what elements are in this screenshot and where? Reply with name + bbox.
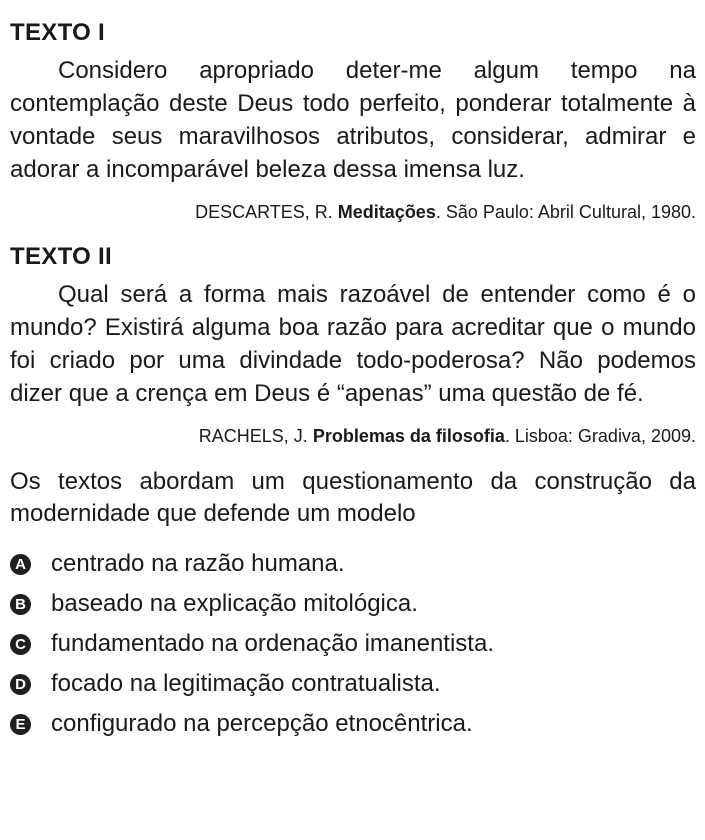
- texto2-source: [10, 424, 696, 448]
- option-b-letter-badge: B: [10, 594, 31, 615]
- texto2-source-author: RACHELS, J.: [198, 426, 313, 446]
- option-d[interactable]: [10, 664, 696, 704]
- texto1-heading: TEXTO I: [10, 19, 106, 46]
- texto2-source-publisher: . Lisboa: Gradiva, 2009.: [504, 426, 696, 446]
- texto1-source: [10, 200, 696, 224]
- option-b[interactable]: [10, 584, 696, 624]
- option-c-letter-badge: C: [10, 634, 31, 655]
- answer-options: [10, 544, 696, 744]
- texto2-body: Qual será a forma mais razoável de entender como é o mundo? Existirá alguma boa razão para acreditar que o mundo foi criado por uma divindade todo-poderosa? Não podemos dizer que a crença em Deus é “apenas” uma questão de fé.: [10, 281, 696, 407]
- texto1-source-author: DESCARTES, R.: [195, 202, 338, 222]
- texto2-source-title: Problemas da filosofia: [312, 426, 505, 446]
- question-stem: Os textos abordam um questionamento da construção da modernidade que defende um modelo: [10, 468, 696, 527]
- exam-question: [10, 18, 696, 744]
- option-a-text: centrado na razão humana.: [51, 550, 345, 577]
- option-d-text: focado na legitimação contratualista.: [51, 670, 441, 697]
- texto1-source-publisher: . São Paulo: Abril Cultural, 1980.: [435, 202, 696, 222]
- option-c-text: fundamentado na ordenação imanentista.: [51, 630, 494, 657]
- option-d-letter-badge: D: [10, 674, 31, 695]
- option-b-text: baseado na explicação mitológica.: [51, 590, 418, 617]
- option-e-letter-badge: E: [10, 714, 31, 735]
- texto1-source-title: Meditações: [337, 202, 436, 222]
- texto1-body: Considero apropriado deter-me algum tempo na contemplação deste Deus todo perfeito, ponderar totalmente à vontade seus maravilhosos atributos, considerar, admirar e adorar a incomparável beleza dessa imensa luz.: [10, 57, 696, 183]
- option-e-text: configurado na percepção etnocêntrica.: [51, 710, 473, 737]
- texto2-heading: TEXTO II: [10, 243, 112, 270]
- option-a[interactable]: [10, 544, 696, 584]
- option-e[interactable]: [10, 704, 696, 744]
- option-c[interactable]: [10, 624, 696, 664]
- option-a-letter-badge: A: [10, 554, 31, 575]
